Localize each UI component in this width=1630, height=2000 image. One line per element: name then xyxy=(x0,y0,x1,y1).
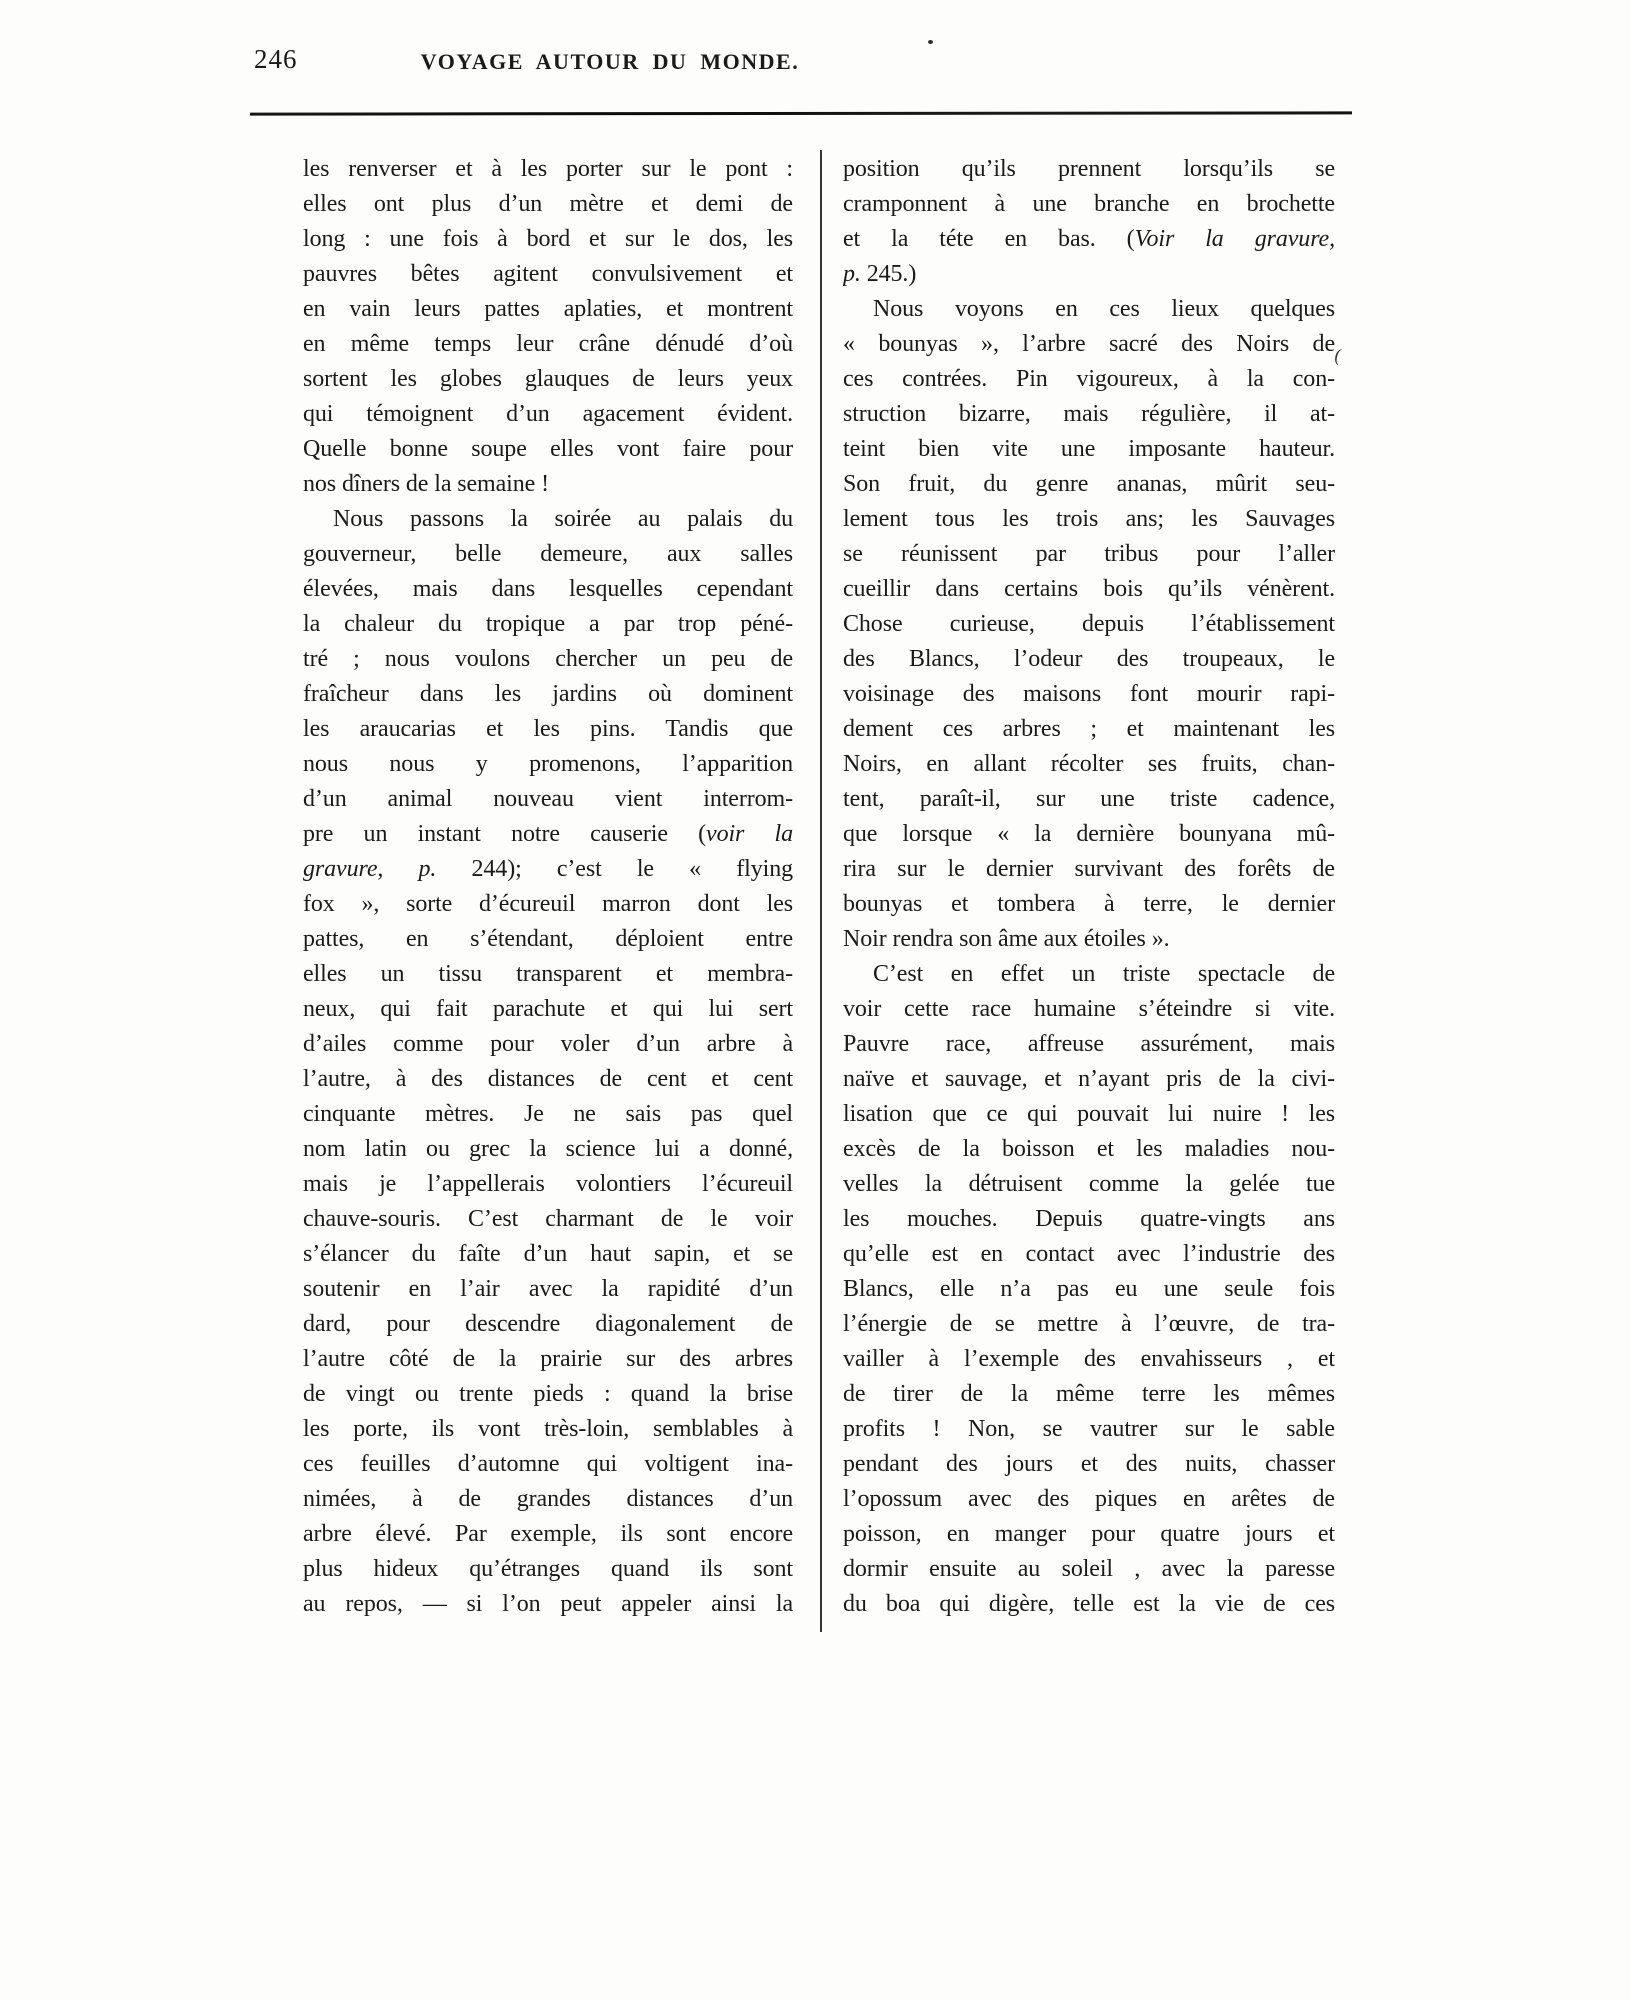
text-segment: l’opossum avec des piques en arêtes de xyxy=(843,1486,1335,1512)
text-segment: excès de la boisson et les maladies nou- xyxy=(843,1136,1335,1162)
text-segment: l’autre côté de la prairie sur des arbres xyxy=(303,1346,793,1372)
text-segment: Nous voyons en ces lieux quelques xyxy=(873,296,1335,322)
text-segment: nos dîners de la semaine ! xyxy=(303,471,549,497)
scan-artifact-mark: ( xyxy=(1331,345,1344,368)
text-segment: gouverneur, belle demeure, aux salles xyxy=(303,541,793,567)
text-segment-italic: Voir la gravure, xyxy=(1134,226,1335,252)
text-segment: de vingt ou trente pieds : quand la brise xyxy=(303,1381,793,1407)
text-segment: élevées, mais dans lesquelles cependant xyxy=(303,576,793,602)
text-segment: se réunissent par tribus pour l’aller xyxy=(843,541,1335,567)
text-segment: tré ; nous voulons chercher un peu de xyxy=(303,646,793,672)
text-segment: les araucarias et les pins. Tandis que xyxy=(303,716,793,742)
text-line xyxy=(303,782,793,817)
text-line xyxy=(843,222,1335,257)
text-line xyxy=(843,1447,1335,1482)
text-line xyxy=(303,152,793,187)
text-line xyxy=(303,1237,793,1272)
text-segment: du boa qui digère, telle est la vie de ces xyxy=(843,1591,1335,1617)
text-line xyxy=(843,1307,1335,1342)
text-line xyxy=(843,502,1335,537)
text-line xyxy=(303,957,793,992)
text-line xyxy=(303,1027,793,1062)
text-line xyxy=(843,1167,1335,1202)
text-line xyxy=(303,607,793,642)
text-line xyxy=(303,1482,793,1517)
text-line xyxy=(843,572,1335,607)
text-line xyxy=(303,1517,793,1552)
text-line xyxy=(843,887,1335,922)
text-segment: lisation que ce qui pouvait lui nuire ! les xyxy=(843,1101,1335,1127)
text-line xyxy=(843,747,1335,782)
text-line xyxy=(303,817,793,852)
text-line xyxy=(843,1027,1335,1062)
text-segment: dard, pour descendre diagonalement de xyxy=(303,1311,793,1337)
text-segment: Son fruit, du genre ananas, mûrit seu- xyxy=(843,471,1335,497)
text-segment: bounyas et tombera à terre, le dernier xyxy=(843,891,1335,917)
text-line xyxy=(843,782,1335,817)
text-line xyxy=(843,922,1335,957)
text-line xyxy=(843,537,1335,572)
text-segment: qu’elle est en contact avec l’industrie des xyxy=(843,1241,1335,1267)
text-segment: d’ailes comme pour voler d’un arbre à xyxy=(303,1031,793,1057)
text-line xyxy=(843,1132,1335,1167)
text-segment: poisson, en manger pour quatre jours et xyxy=(843,1521,1335,1547)
text-line xyxy=(303,187,793,222)
text-segment: nom latin ou grec la science lui a donné, xyxy=(303,1136,793,1162)
text-line xyxy=(843,362,1335,397)
text-line xyxy=(843,992,1335,1027)
text-segment: dormir ensuite au soleil , avec la paresse xyxy=(843,1556,1335,1582)
text-line xyxy=(303,292,793,327)
text-segment: Chose curieuse, depuis l’établissement xyxy=(843,611,1335,637)
page-number: 246 xyxy=(254,44,298,74)
text-line xyxy=(843,1097,1335,1132)
text-line xyxy=(303,852,793,887)
text-segment-italic: gravure, p. xyxy=(303,856,437,882)
text-segment: cramponnent à une branche en brochette xyxy=(843,191,1335,217)
text-segment: fox », sorte d’écureuil marron dont les xyxy=(303,891,793,917)
text-segment: Nous passons la soirée au palais du xyxy=(333,506,793,532)
text-segment: elles ont plus d’un mètre et demi de xyxy=(303,191,793,217)
text-line xyxy=(843,677,1335,712)
text-segment: Noir rendra son âme aux étoiles ». xyxy=(843,926,1170,952)
text-line xyxy=(303,1272,793,1307)
text-segment: voir cette race humaine s’éteindre si vite. xyxy=(843,996,1335,1022)
text-line xyxy=(843,1517,1335,1552)
text-line xyxy=(303,432,793,467)
text-segment: les mouches. Depuis quatre-vingts ans xyxy=(843,1206,1335,1232)
left-column xyxy=(303,152,793,1622)
text-segment: qui témoignent d’un agacement évident. xyxy=(303,401,793,427)
running-title: VOYAGE AUTOUR DU MONDE. xyxy=(420,49,800,74)
text-segment: mais je l’appellerais volontiers l’écureuil xyxy=(303,1171,793,1197)
text-line xyxy=(843,152,1335,187)
text-segment: s’élancer du faîte d’un haut sapin, et se xyxy=(303,1241,793,1267)
text-segment: nous nous y promenons, l’apparition xyxy=(303,751,793,777)
column-divider xyxy=(820,150,822,1632)
text-line xyxy=(303,1447,793,1482)
text-segment: soutenir en l’air avec la rapidité d’un xyxy=(303,1276,793,1302)
text-segment: et la téte en bas. ( xyxy=(843,226,1135,252)
text-segment: C’est en effet un triste spectacle de xyxy=(873,961,1335,987)
text-line xyxy=(303,1202,793,1237)
text-line xyxy=(843,1412,1335,1447)
text-segment: des Blancs, l’odeur des troupeaux, le xyxy=(843,646,1335,672)
text-segment: velles la détruisent comme la gelée tue xyxy=(843,1171,1335,1197)
text-segment: les renverser et à les porter sur le pont : xyxy=(303,156,793,182)
text-line xyxy=(843,957,1335,992)
text-segment: la chaleur du tropique a par trop péné- xyxy=(303,611,793,637)
text-line xyxy=(303,1412,793,1447)
text-segment: 244); c’est le « flying xyxy=(436,856,793,882)
text-line xyxy=(843,292,1335,327)
text-segment: long : une fois à bord et sur le dos, les xyxy=(303,226,793,252)
text-line xyxy=(303,327,793,362)
text-line xyxy=(843,852,1335,887)
text-line xyxy=(843,1202,1335,1237)
text-line xyxy=(303,1167,793,1202)
text-line xyxy=(843,712,1335,747)
text-segment: l’autre, à des distances de cent et cent xyxy=(303,1066,793,1092)
text-line xyxy=(843,1377,1335,1412)
text-segment: de tirer de la même terre les mêmes xyxy=(843,1381,1335,1407)
text-segment: position qu’ils prennent lorsqu’ils se xyxy=(843,156,1335,182)
text-segment: que lorsque « la dernière bounyana mû- xyxy=(843,821,1335,847)
text-line xyxy=(303,887,793,922)
text-segment: Blancs, elle n’a pas eu une seule fois xyxy=(843,1276,1335,1302)
text-line xyxy=(303,1377,793,1412)
text-segment: lement tous les trois ans; les Sauvages xyxy=(843,506,1335,532)
text-segment: neux, qui fait parachute et qui lui sert xyxy=(303,996,793,1022)
text-line xyxy=(843,607,1335,642)
text-segment: Noirs, en allant récolter ses fruits, chan- xyxy=(843,751,1335,777)
text-segment: rira sur le dernier survivant des forêts de xyxy=(843,856,1335,882)
text-segment: pattes, en s’étendant, déploient entre xyxy=(303,926,793,952)
text-line xyxy=(303,747,793,782)
text-line xyxy=(303,362,793,397)
header-rule xyxy=(250,111,1352,115)
text-segment: chauve-souris. C’est charmant de le voir xyxy=(303,1206,793,1232)
text-segment: nimées, à de grandes distances d’un xyxy=(303,1486,793,1512)
text-segment: au repos, — si l’on peut appeler ainsi la xyxy=(303,1591,793,1617)
text-line xyxy=(303,222,793,257)
text-line xyxy=(303,467,793,502)
text-line xyxy=(303,397,793,432)
text-line xyxy=(303,1587,793,1622)
text-segment: Quelle bonne soupe elles vont faire pour xyxy=(303,436,793,462)
text-segment: Pauvre race, affreuse assurément, mais xyxy=(843,1031,1335,1057)
text-segment: dement ces arbres ; et maintenant les xyxy=(843,716,1335,742)
text-segment: ces contrées. Pin vigoureux, à la con- xyxy=(843,366,1335,392)
text-segment: profits ! Non, se vautrer sur le sable xyxy=(843,1416,1335,1442)
text-segment: pre un instant notre causerie ( xyxy=(303,821,707,847)
text-line xyxy=(843,187,1335,222)
text-line xyxy=(843,397,1335,432)
text-segment: d’un animal nouveau vient interrom- xyxy=(303,786,793,812)
text-line xyxy=(843,1062,1335,1097)
text-segment: « bounyas », l’arbre sacré des Noirs de xyxy=(843,331,1335,357)
text-line xyxy=(843,257,1335,292)
text-segment: teint bien vite une imposante hauteur. xyxy=(843,436,1335,462)
text-segment: voisinage des maisons font mourir rapi- xyxy=(843,681,1335,707)
text-segment: naïve et sauvage, et n’ayant pris de la civi- xyxy=(843,1066,1335,1092)
text-line xyxy=(843,1587,1335,1622)
right-column xyxy=(843,152,1335,1622)
text-line xyxy=(303,1132,793,1167)
text-line xyxy=(843,467,1335,502)
text-segment: les porte, ils vont très-loin, semblables à xyxy=(303,1416,793,1442)
text-segment: pauvres bêtes agitent convulsivement et xyxy=(303,261,793,287)
text-segment: arbre élevé. Par exemple, ils sont encore xyxy=(303,1521,793,1547)
text-segment: 245.) xyxy=(860,261,917,287)
text-line xyxy=(303,1342,793,1377)
text-segment: plus hideux qu’étranges quand ils sont xyxy=(303,1556,793,1582)
text-line xyxy=(303,642,793,677)
text-line xyxy=(843,1552,1335,1587)
text-line xyxy=(303,712,793,747)
text-line xyxy=(843,817,1335,852)
text-segment: elles un tissu transparent et membra- xyxy=(303,961,793,987)
text-line xyxy=(303,537,793,572)
text-line xyxy=(843,327,1335,362)
text-line xyxy=(303,1307,793,1342)
text-line xyxy=(843,1272,1335,1307)
text-line xyxy=(303,677,793,712)
text-segment: vailler à l’exemple des envahisseurs , et xyxy=(843,1346,1335,1372)
text-segment: ces feuilles d’automne qui voltigent ina- xyxy=(303,1451,793,1477)
text-line xyxy=(303,992,793,1027)
text-segment-italic: voir la xyxy=(706,821,793,847)
text-line xyxy=(303,572,793,607)
text-segment-italic: p. xyxy=(843,261,861,287)
text-line xyxy=(303,922,793,957)
running-title-box xyxy=(260,49,960,75)
scan-speck xyxy=(928,40,933,44)
text-line xyxy=(843,642,1335,677)
text-segment: en vain leurs pattes aplaties, et montrent xyxy=(303,296,793,322)
text-line xyxy=(843,432,1335,467)
text-segment: struction bizarre, mais régulière, il at- xyxy=(843,401,1335,427)
text-segment: en même temps leur crâne dénudé d’où xyxy=(303,331,793,357)
text-line xyxy=(303,502,793,537)
text-segment: l’énergie de se mettre à l’œuvre, de tra- xyxy=(843,1311,1335,1337)
text-line xyxy=(303,1097,793,1132)
text-segment: pendant des jours et des nuits, chasser xyxy=(843,1451,1335,1477)
text-line xyxy=(843,1342,1335,1377)
text-line xyxy=(843,1482,1335,1517)
text-segment: sortent les globes glauques de leurs yeux xyxy=(303,366,793,392)
text-segment: tent, paraît-il, sur une triste cadence, xyxy=(843,786,1335,812)
text-line xyxy=(843,1237,1335,1272)
text-segment: fraîcheur dans les jardins où dominent xyxy=(303,681,793,707)
text-segment: cinquante mètres. Je ne sais pas quel xyxy=(303,1101,793,1127)
text-line xyxy=(303,1552,793,1587)
text-line xyxy=(303,257,793,292)
text-segment: cueillir dans certains bois qu’ils vénèrent. xyxy=(843,576,1335,602)
text-line xyxy=(303,1062,793,1097)
